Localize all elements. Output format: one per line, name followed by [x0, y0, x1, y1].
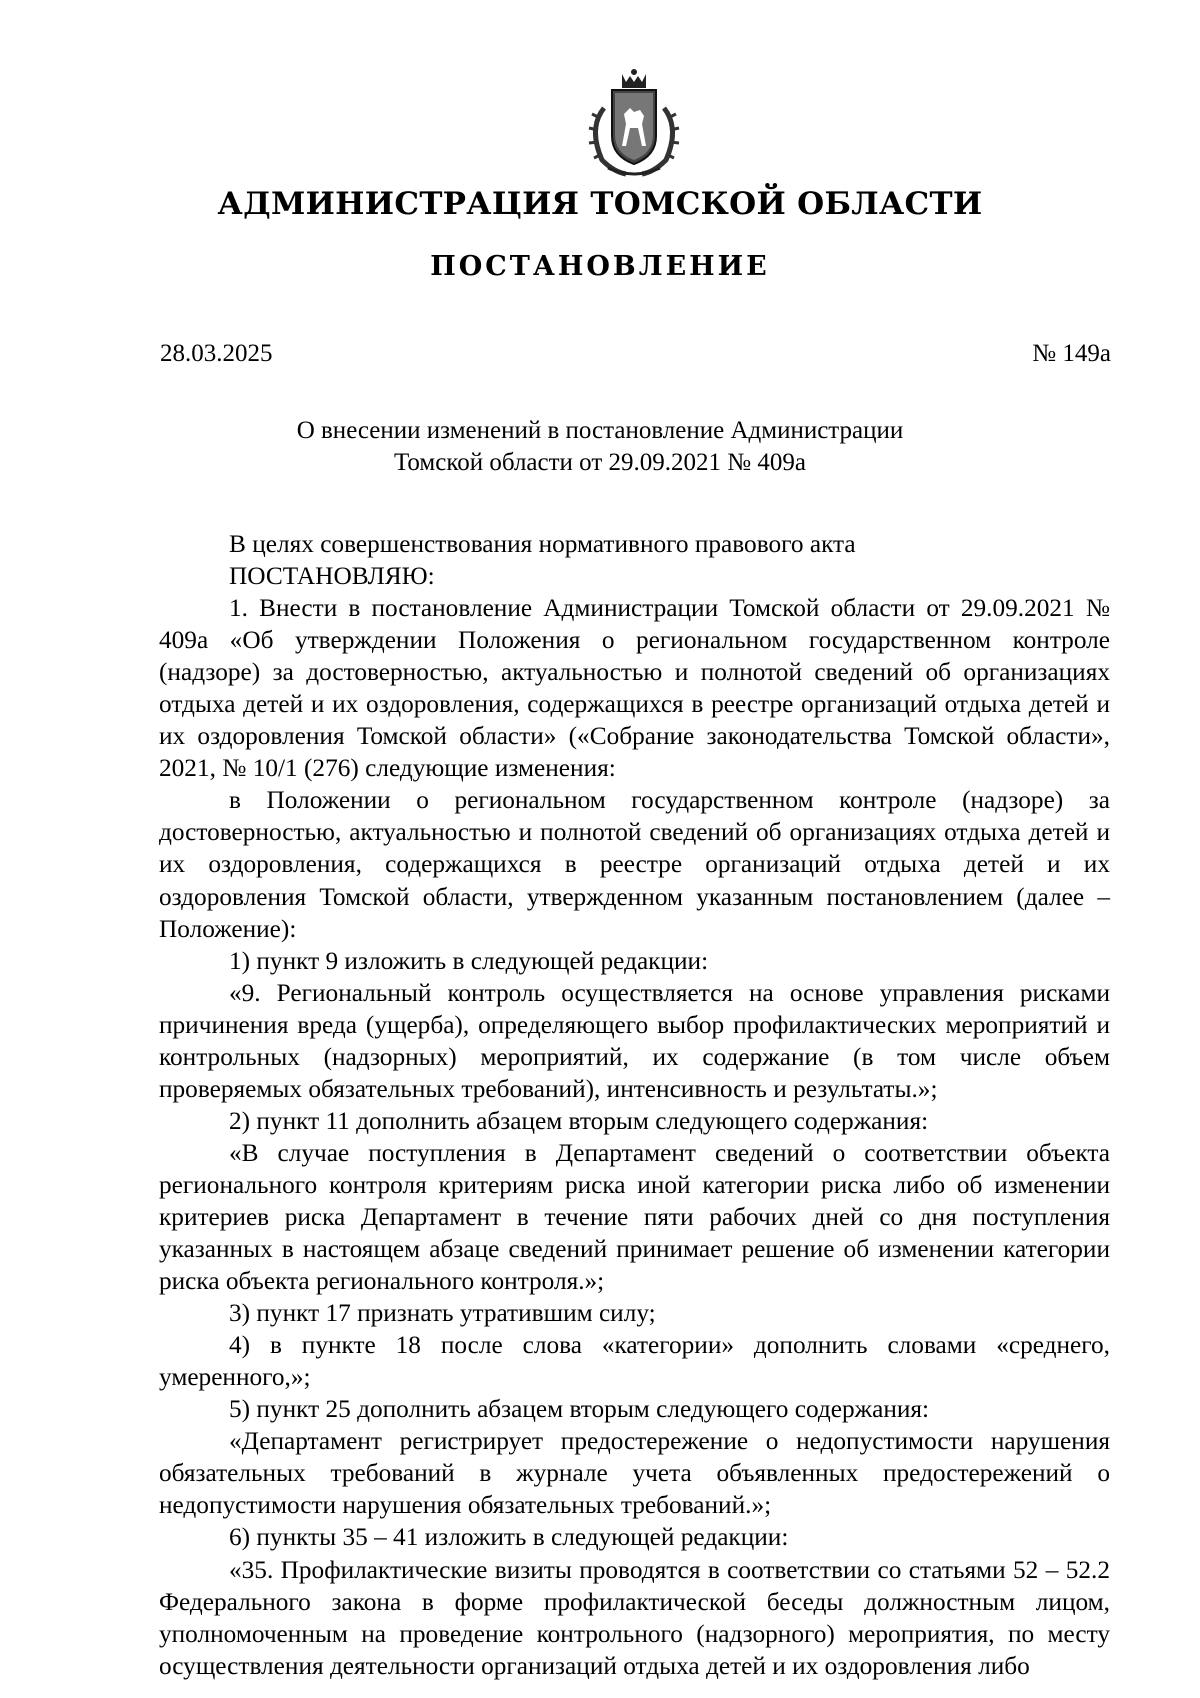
document-body: [159, 528, 1110, 1682]
body-paragraph: 1) пункт 9 изложить в следующей редакции:: [229, 946, 709, 975]
organization-title: АДМИНИСТРАЦИЯ ТОМСКОЙ ОБЛАСТИ: [217, 186, 983, 222]
body-paragraph: 4) в пункте 18 после слова «категории» дополнить словами «среднего, умеренного,»;: [159, 1331, 1110, 1392]
body-paragraph: 3) пункт 17 признать утратившим силу;: [229, 1299, 656, 1328]
body-paragraph: 5) пункт 25 дополнить абзацем вторым следующего содержания:: [229, 1395, 930, 1424]
body-paragraph: в Положении о региональном государственном контроле (надзоре) за достоверностью, актуальностью и полнотой сведений об организациях отдыха детей и их оздоровления, содержащихся в реестре организаций отдыха детей и их оздоровления Томской области, утвержденном указанным постановлением (далее – Положение):: [159, 786, 1110, 943]
body-paragraph: «9. Региональный контроль осуществляется на основе управления рисками причинения вреда (ущерба), определяющего выбор профилактических мероприятий и контрольных (надзорных) мероприятий, их содержание (в том числе объем проверяемых обязательных требований), интенсивность и результаты.»;: [159, 978, 1110, 1103]
body-paragraph: 2) пункт 11 дополнить абзацем вторым следующего содержания:: [229, 1106, 929, 1135]
subject-line-1: О внесении изменений в постановление Администрации: [296, 417, 904, 444]
subject-line-2: Томской области от 29.09.2021 № 409а: [394, 449, 806, 476]
body-paragraph: «Департамент регистрирует предостережение о недопустимости нарушения обязательных требований в журнале учета объявленных предостережений о недопустимости нарушения обязательных требований.»;: [159, 1427, 1110, 1520]
body-paragraph: В целях совершенствования нормативного правового акта: [229, 530, 856, 558]
body-paragraph: «35. Профилактические визиты проводятся в соответствии со статьями 52 – 52.2 Федерального закона в форме профилактической беседы должностным лицом, уполномоченным на проведение контрольного (надзорного) мероприятия, по месту осуществления деятельности организаций отдыха детей и их оздоровления либо: [159, 1555, 1110, 1680]
body-paragraph: 6) пункты 35 – 41 изложить в следующей редакции:: [229, 1523, 789, 1552]
coat-of-arms-icon: [574, 68, 694, 180]
document-subject: [0, 415, 1200, 479]
body-paragraph: ПОСТАНОВЛЯЮ:: [229, 562, 435, 591]
document-date: 28.03.2025: [160, 340, 273, 367]
document-number: № 149а: [1032, 340, 1111, 367]
body-paragraph: 1. Внести в постановление Администрации Томской области от 29.09.2021 № 409а «Об утверждении Положения о региональном государственном контроле (надзоре) за достоверностью, актуальностью и полнотой сведений об организациях отдыха детей и их оздоровления, содержащихся в реестре организаций отдыха детей и их оздоровления Томской области» («Собрание законодательства Томской области», 2021, № 10/1 (276) следующие изменения:: [159, 594, 1110, 783]
document-type-heading: ПОСТАНОВЛЕНИЕ: [430, 251, 770, 282]
body-paragraph: «В случае поступления в Департамент сведений о соответствии объекта регионального контроля критериям риска иной категории риска либо об изменении критериев риска Департамент в течение пяти рабочих дней со дня поступления указанных в настоящем абзаце сведений принимает решение об изменении категории риска объекта регионального контроля.»;: [159, 1138, 1110, 1296]
